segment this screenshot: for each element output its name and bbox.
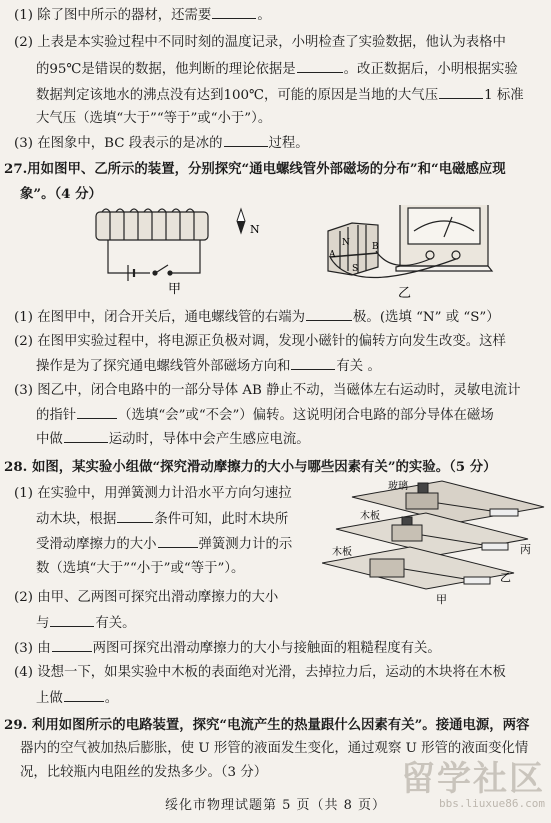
q29-line2: 器内的空气被加热后膨胀，使 U 形管的液面发生变化，通过观察 U 形管的液面变化情 xyxy=(20,741,529,756)
q26-part2-line1: (2) 上表是本实验过程中不同时刻的温度记录，小明检查了实验数据，他认为表格中 xyxy=(14,35,506,50)
watermark-brand: 留学社区 xyxy=(401,759,545,799)
answer-blank[interactable] xyxy=(306,306,352,321)
label-board-1: 木板 xyxy=(360,511,380,522)
q26-part2-line2: 的95℃是错误的数据，他判断的理论依据是 。改正数据后，小明根据实验 xyxy=(36,58,518,81)
q27-part1: (1) 在图甲中，闭合开关后，通电螺线管的右端为 极。(选填 “N” 或 “S”） xyxy=(14,306,500,329)
label-yi: 乙 xyxy=(500,571,511,584)
q26-part2-line4: 大气压（选填“大于”“等于”或“小于”）。 xyxy=(36,111,272,126)
q28-part1-line2: 动木块，根据 条件可知，此时木块所 xyxy=(36,508,288,531)
watermark-url: bbs.liuxue86.com xyxy=(439,797,545,810)
answer-blank[interactable] xyxy=(158,533,198,548)
q28-figure xyxy=(322,475,547,605)
label-glass: 玻璃 xyxy=(388,481,408,492)
answer-blank[interactable] xyxy=(439,84,483,99)
answer-blank[interactable] xyxy=(297,58,343,73)
q28-part2-line2: 与 有关。 xyxy=(36,612,136,635)
compass-n-label: N xyxy=(250,223,260,236)
q26-part3: (3) 在图象中，BC 段表示的是冰的 过程。 xyxy=(14,132,309,155)
label-bing: 丙 xyxy=(520,543,531,556)
figure-yi-label: 乙 xyxy=(398,286,412,301)
label-jia: 甲 xyxy=(436,593,447,605)
magnet-s-label: S xyxy=(352,264,359,274)
conductor-a-label: A xyxy=(329,250,336,260)
q27-part2-line2: 操作是为了探究通电螺线管外部磁场方向和 有关 。 xyxy=(36,355,381,378)
answer-blank[interactable] xyxy=(77,404,117,419)
watermark xyxy=(401,760,545,810)
q28-part4-line2: 上做 。 xyxy=(36,687,118,710)
q26-part1: (1) 除了图中所示的器材，还需要 。 xyxy=(14,4,271,27)
conductor-b-label: B xyxy=(372,242,379,252)
magnet-n-label: N xyxy=(342,238,350,248)
q27-part3-line2: 的指针 （选填“会”或“不会”）偏转。这说明闭合电路的部分导体在磁场 xyxy=(36,404,494,427)
q26-part2-line3: 数据判定该地水的沸点没有达到100℃，可能的原因是当地的大气压 1 标准 xyxy=(36,84,524,107)
q29-line1: 29. 利用如图所示的电路装置，探究“电流产生的热量跟什么因素有关”。接通电源，两容 xyxy=(4,717,530,733)
answer-blank[interactable] xyxy=(50,612,94,627)
answer-blank[interactable] xyxy=(117,508,153,523)
answer-blank[interactable] xyxy=(224,132,268,147)
q27-heading-line2: 象”。（4 分） xyxy=(20,186,102,202)
answer-blank[interactable] xyxy=(212,4,256,19)
q28-part1-line1: (1) 在实验中，用弹簧测力计沿水平方向匀速拉 xyxy=(14,486,292,501)
answer-blank[interactable] xyxy=(52,637,92,652)
q28-part1-line3: 受滑动摩擦力的大小 弹簧测力计的示 xyxy=(36,533,292,556)
q27-part3-line1: (3) 图乙中，闭合电路中的一部分导体 AB 静止不动，当磁体左右运动时，灵敏电流计 xyxy=(14,383,521,398)
q28-part4-line1: (4) 设想一下，如果实验中木板的表面绝对光滑，去掉拉力后，运动的木块将在木板 xyxy=(14,665,506,680)
q27-heading-line1: 27.用如图甲、乙所示的装置，分别探究“通电螺线管外部磁场的分布”和“电磁感应现 xyxy=(4,161,506,177)
q27-figure xyxy=(0,205,551,305)
friction-setup-bing xyxy=(352,481,544,523)
figure-jia-label: 甲 xyxy=(168,282,182,297)
q28-heading: 28. 如图，某实验小组做“探究滑动摩擦力的大小与哪些因素有关”的实验。（5 分） xyxy=(4,459,497,475)
label-board-2: 木板 xyxy=(332,547,352,558)
q27-part3-line3: 中做 运动时，导体中会产生感应电流。 xyxy=(36,428,310,451)
page-footer: 绥化市物理试题第 5 页（共 8 页） xyxy=(164,798,387,813)
answer-blank[interactable] xyxy=(64,428,108,443)
q28-part3: (3) 由 两图可探究出滑动摩擦力的大小与接触面的粗糙程度有关。 xyxy=(14,637,441,660)
q27-part2-line1: (2) 在图甲实验过程中，将电源正负极对调，发现小磁针的偏转方向发生改变。这样 xyxy=(14,334,506,349)
q28-part2-line1: (2) 由甲、乙两图可探究出滑动摩擦力的大小 xyxy=(14,590,279,605)
q29-line3: 况，比较瓶内电阻丝的发热多少。（3 分） xyxy=(20,765,268,780)
compass-needle-icon xyxy=(237,209,245,233)
solenoid-diagram xyxy=(96,209,208,281)
q28-part1-line4: 数（选填“大于”“小于”或“等于”）。 xyxy=(36,561,245,576)
answer-blank[interactable] xyxy=(64,687,104,702)
answer-blank[interactable] xyxy=(291,355,335,370)
